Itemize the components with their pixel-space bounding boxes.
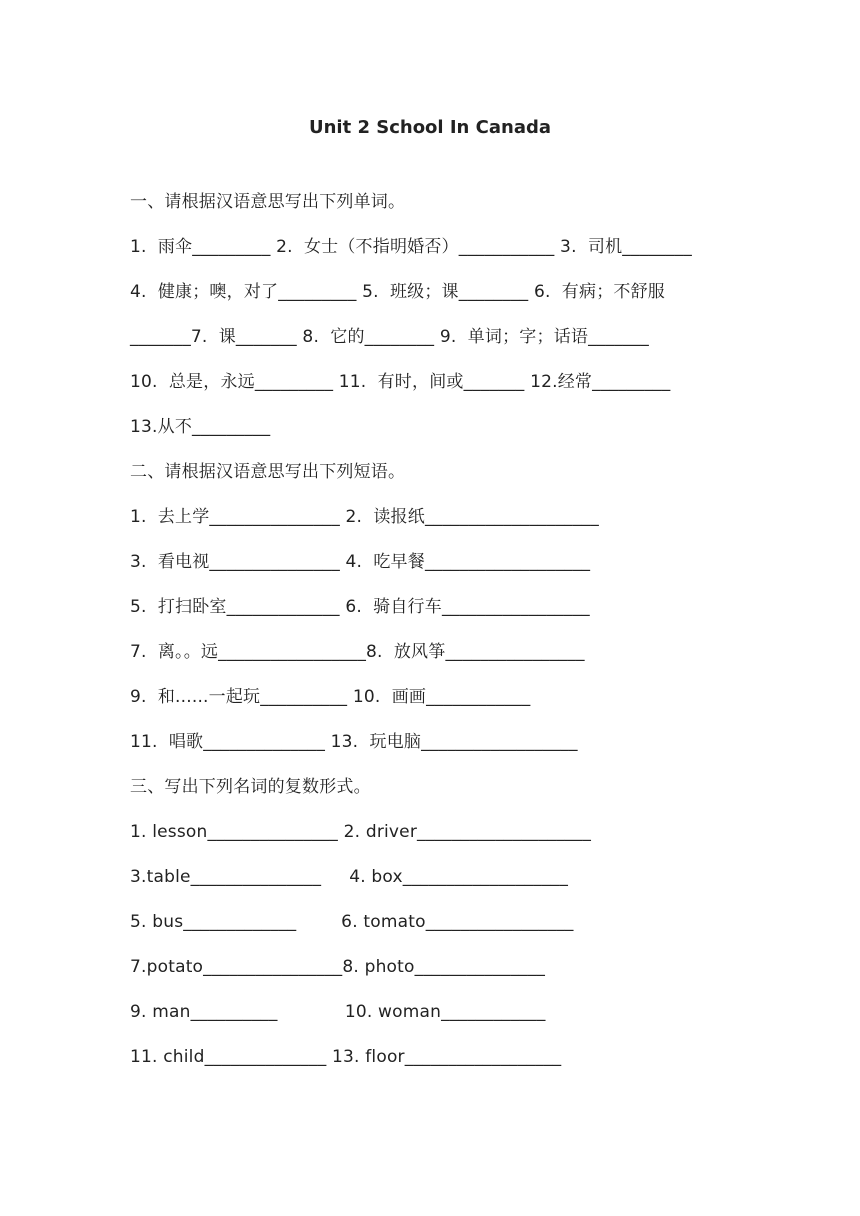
exercise-line: 5. bus_____________ 6. tomato_________________	[130, 912, 574, 932]
section-heading-words: 一、请根据汉语意思写出下列单词。	[130, 192, 406, 212]
section-heading-phrases: 二、请根据汉语意思写出下列短语。	[130, 462, 406, 482]
section-heading-plurals: 三、写出下列名词的复数形式。	[130, 777, 371, 797]
exercise-line: _______7. 课_______ 8. 它的________ 9. 单词；字；话语_______	[130, 327, 649, 347]
exercise-line: 3. 看电视_______________ 4. 吃早餐___________________	[130, 552, 591, 572]
exercise-line: 7. 离。。远_________________8. 放风筝________________	[130, 642, 585, 662]
worksheet-body	[130, 180, 750, 1080]
exercise-line: 1. 去上学_______________ 2. 读报纸____________________	[130, 507, 599, 527]
exercise-line: 4. 健康；噢，对了_________ 5. 班级；课________ 6. 有病；不舒服	[130, 282, 665, 302]
exercise-line: 7.potato________________8. photo_______________	[130, 957, 546, 977]
exercise-line: 1. 雨伞_________ 2. 女士（不指明婚否）___________ 3. 司机________	[130, 237, 692, 257]
exercise-line: 1. lesson_______________ 2. driver____________________	[130, 822, 592, 842]
exercise-line: 13.从不_________	[130, 417, 271, 437]
exercise-line: 11. 唱歌______________ 13. 玩电脑__________________	[130, 732, 578, 752]
exercise-line: 10. 总是，永远_________ 11. 有时，间或_______ 12.经常_________	[130, 372, 671, 392]
exercise-line: 5. 打扫卧室_____________ 6. 骑自行车_________________	[130, 597, 590, 617]
exercise-line: 11. child______________ 13. floor__________________	[130, 1047, 562, 1067]
exercise-line: 3.table_______________ 4. box___________________	[130, 867, 569, 887]
exercise-line: 9. man__________ 10. woman____________	[130, 1002, 546, 1022]
exercise-line: 9. 和......一起玩__________ 10. 画画____________	[130, 687, 531, 707]
page-title: Unit 2 School In Canada	[308, 117, 551, 138]
